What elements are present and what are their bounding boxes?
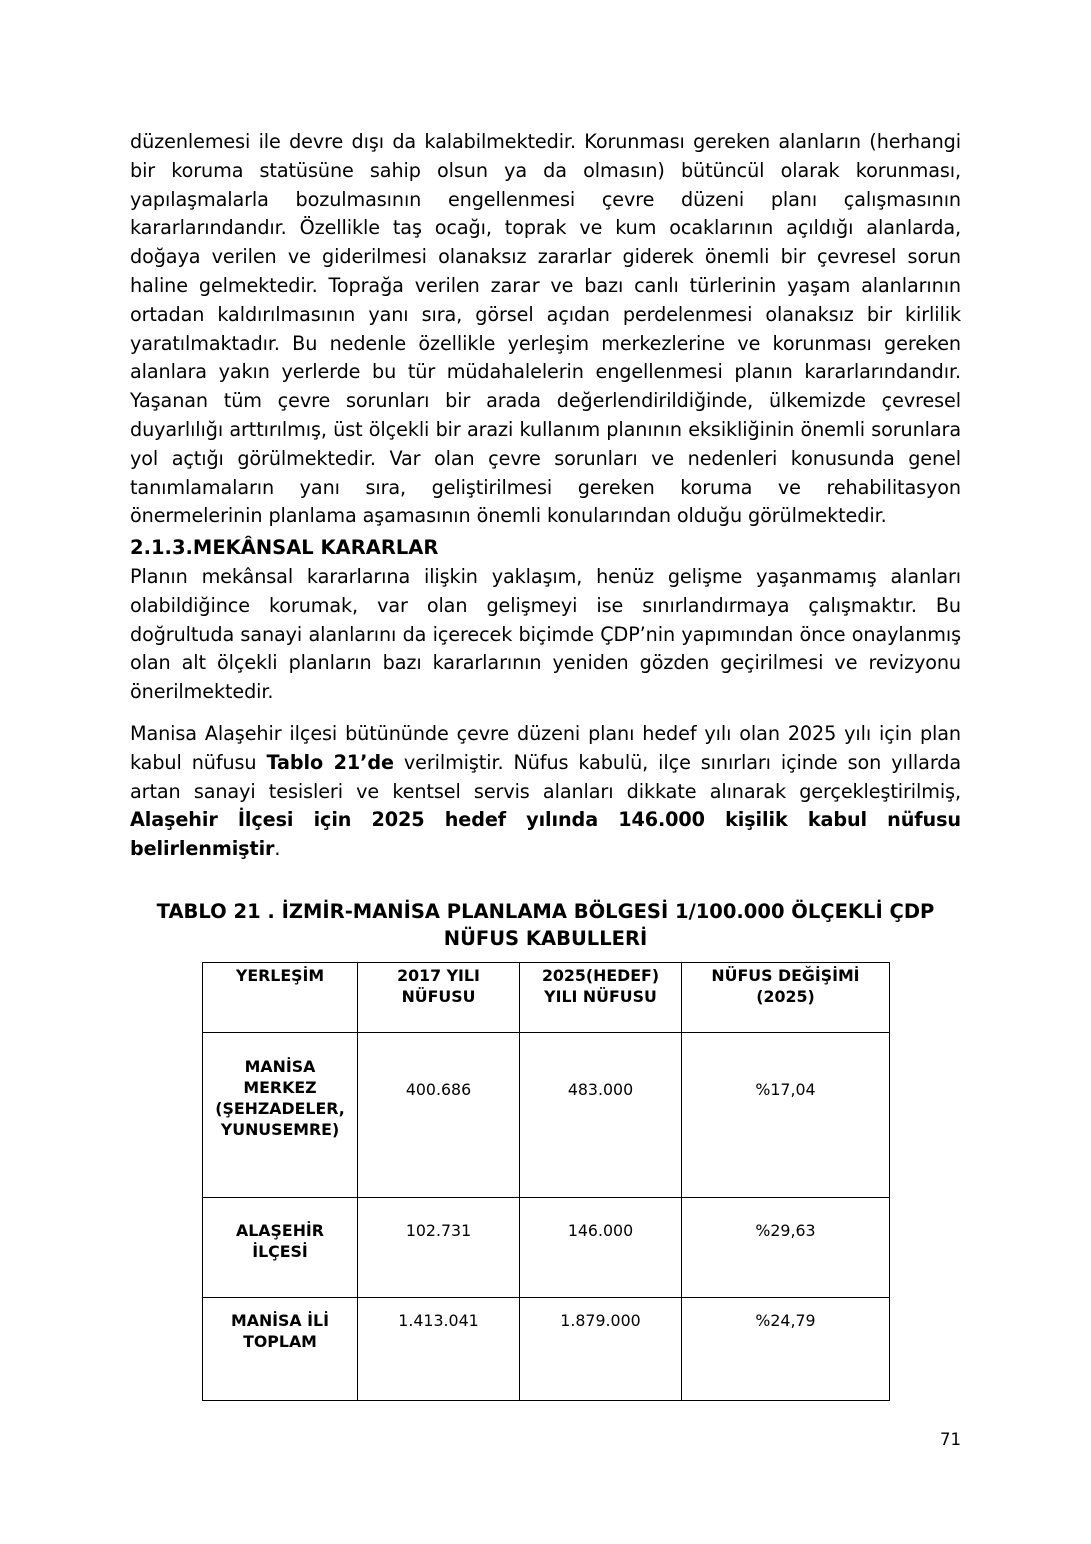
row-2025-population: 1.879.000 — [520, 1298, 682, 1401]
p3-text-e: . — [274, 837, 281, 861]
document-body — [130, 128, 961, 952]
header-population-change: NÜFUS DEĞİŞİMİ (2025) — [682, 963, 890, 1033]
page-number: 71 — [940, 1430, 961, 1449]
header-2025-population: 2025(HEDEF) YILI NÜFUSU — [520, 963, 682, 1033]
row-settlement-name: MANİSA İLİ TOPLAM — [203, 1298, 358, 1401]
header-settlement: YERLEŞİM — [203, 963, 358, 1033]
row-settlement-name: ALAŞEHİR İLÇESİ — [203, 1198, 358, 1298]
table-row — [203, 1198, 890, 1298]
row-settlement-name: MANİSA MERKEZ (ŞEHZADELER, YUNUSEMRE) — [203, 1033, 358, 1198]
section-heading: 2.1.3.MEKÂNSAL KARARLAR — [130, 536, 439, 560]
p3-text-c: verilmiştir. Nüfus kabulü, ilçe sınırları içinde son yıllarda artan sanayi tesisleri ve kentsel servis alanları dikkate alınarak gerçekleştirilmiş, — [130, 750, 962, 803]
table-caption-line-2: NÜFUS KABULLERİ — [443, 926, 648, 950]
table-header-row — [203, 963, 890, 1033]
row-2017-population: 1.413.041 — [358, 1298, 520, 1401]
table-row — [203, 1033, 890, 1198]
paragraph-environmental-issues: düzenlemesi ile devre dışı da kalabilmektedir. Korunması gereken alanların (herhangi bir koruma statüsüne sahip olsun ya da olmasın) bütüncül olarak korunması, yapılaşmalarla bozulmasının engellenmesi çevre düzeni planı çalışmasının kararlarındandır. Özellikle taş ocağı, toprak ve kum ocaklarının açıldığı alanlarda, doğaya verilen ve giderilmesi olanaksız zararlar giderek önemli bir çevresel sorun haline gelmektedir. Toprağa verilen zarar ve bazı canlı türlerinin yaşam alanlarının ortadan kaldırılmasının yanı sıra, görsel açıdan perdelenmesi olanaksız bir kirlilik yaratılmaktadır. Bu nedenle özellikle yerleşim merkezlerine ve korunması gereken alanlara yakın yerlerde bu tür müdahalelerin engellenmesi planın kararlarındandır. Yaşanan tüm çevre sorunları bir arada değerlendirildiğinde, ülkemizde çevresel duyarlılığı arttırılmış, üst ölçekli bir arazi kullanım planının eksikliğinin önemli sorunlara yol açtığı görülmektedir. Var olan çevre sorunları ve nedenleri konusunda genel tanımlamaların yanı sıra, geliştirilmesi gereken koruma ve rehabilitasyon önermelerinin planlama aşamasının önemli konularından olduğu görülmektedir. — [130, 130, 961, 528]
table-caption-line-1: TABLO 21 . İZMİR-MANİSA PLANLAMA BÖLGESİ 1/100.000 ÖLÇEKLİ ÇDP — [156, 899, 935, 923]
table-reference: Tablo 21’de — [266, 750, 394, 774]
row-population-change: %29,63 — [682, 1198, 890, 1298]
row-2017-population: 400.686 — [358, 1033, 520, 1198]
row-2025-population: 483.000 — [520, 1033, 682, 1198]
row-2025-population: 146.000 — [520, 1198, 682, 1298]
row-2017-population: 102.731 — [358, 1198, 520, 1298]
paragraph-population-acceptance — [130, 720, 961, 864]
table-caption — [130, 898, 961, 952]
header-2017-population: 2017 YILI NÜFUSU — [358, 963, 520, 1033]
table-row — [203, 1298, 890, 1401]
population-table — [202, 962, 890, 1401]
p3-bold-conclusion: Alaşehir İlçesi için 2025 hedef yılında 146.000 kişilik kabul nüfusu belirlenmiştir — [130, 808, 961, 861]
row-population-change: %24,79 — [682, 1298, 890, 1401]
p3-text-a: Manisa Alaşehir ilçesi bütününde çevre düzeni planı hedef yılı olan 2025 yılı için plan kabul nüfusu — [130, 721, 961, 774]
paragraph-spatial-decisions: Planın mekânsal kararlarına ilişkin yaklaşım, henüz gelişme yaşanmamış alanları olabildiğince korumak, var olan gelişmeyi ise sınırlandırmaya çalışmaktır. Bu doğrultuda sanayi alanlarını da içerecek biçimde ÇDP’nin yapımından önce onaylanmış olan alt ölçekli planların bazı kararlarının yeniden gözden geçirilmesi ve revizyonu önerilmektedir. — [130, 564, 961, 704]
row-population-change: %17,04 — [682, 1033, 890, 1198]
